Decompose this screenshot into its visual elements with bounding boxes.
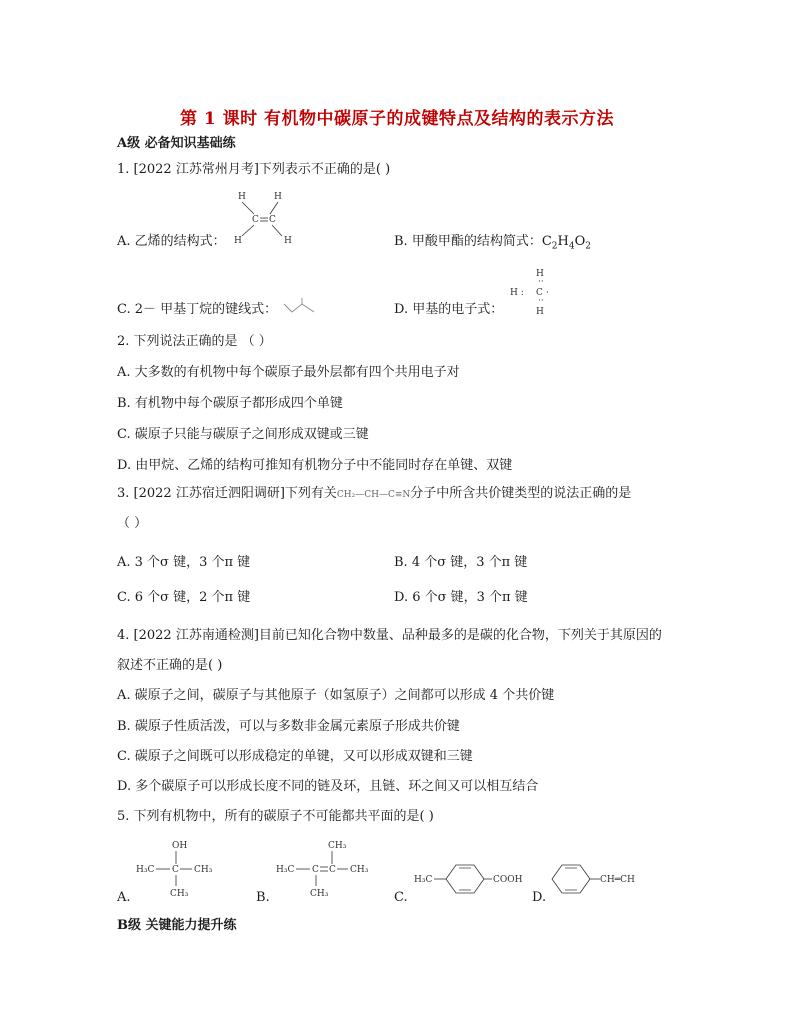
molecule-b bbox=[274, 836, 374, 900]
q4-option-a: A. 碳原子之间，碳原子与其他原子（如氢原子）之间都可以形成 4 个共价键 bbox=[117, 688, 555, 703]
svg-text:··: ·· bbox=[538, 296, 544, 306]
mol-a-left: H₃C bbox=[136, 865, 155, 875]
mol-b-right: CH₃ bbox=[350, 865, 369, 875]
ethylene-h: H bbox=[238, 192, 246, 202]
q3-option-c: C. 6 个σ 键，2 个π 键 bbox=[117, 590, 251, 605]
q3-option-a: A. 3 个σ 键，3 个π 键 bbox=[117, 555, 251, 570]
ethylene-h: H bbox=[234, 236, 242, 246]
mol-a-center: C bbox=[172, 865, 179, 875]
svg-text:··: ·· bbox=[538, 277, 544, 287]
methyl-electron-formula bbox=[508, 266, 558, 318]
methyl-dot: · bbox=[546, 288, 549, 298]
methyl-h: H bbox=[536, 307, 544, 317]
q3-option-b: B. 4 个σ 键，3 个π 键 bbox=[394, 555, 528, 570]
methyl-h: H bbox=[536, 269, 544, 279]
page-title: 第 1 课时 有机物中碳原子的成键特点及结构的表示方法 bbox=[179, 109, 615, 129]
q4-stem-line2: 叙述不正确的是( ) bbox=[117, 658, 223, 673]
q5-option-b: B. bbox=[256, 890, 270, 905]
methyl-h-left: H : bbox=[510, 288, 524, 298]
section-a-heading: A级 必备知识基础练 bbox=[117, 136, 236, 151]
section-b-heading: B级 关键能力提升练 bbox=[117, 918, 237, 933]
q4-option-c: C. 碳原子之间既可以形成稳定的单键，又可以形成双键和三键 bbox=[117, 749, 473, 764]
q5-stem: 5. 下列有机物中，所有的碳原子不可能都共平面的是( ) bbox=[117, 809, 434, 824]
q4-option-d: D. 多个碳原子可以形成长度不同的链及环，且链、环之间又可以相互结合 bbox=[117, 779, 539, 794]
ethylene-c: C bbox=[269, 215, 276, 225]
q4-option-b: B. 碳原子性质活泼，可以与多数非金属元素原子形成共价键 bbox=[117, 719, 460, 734]
q5-option-d: D. bbox=[532, 890, 547, 905]
mol-b-bottom: CH₃ bbox=[310, 889, 329, 899]
mol-c-right: COOH bbox=[493, 875, 523, 885]
molecule-c bbox=[408, 858, 528, 904]
mol-b-c2: C bbox=[329, 865, 336, 875]
ethylene-h: H bbox=[274, 192, 282, 202]
mol-d-right: CH═CH bbox=[600, 875, 635, 885]
molecule-d bbox=[548, 858, 638, 904]
ethylene-h: H bbox=[284, 236, 292, 246]
q2-option-a: A. 大多数的有机物中每个碳原子最外层都有四个共用电子对 bbox=[117, 365, 460, 380]
acrylonitrile-formula: CH₂—CH—C≡N bbox=[336, 490, 411, 500]
q1-option-a: A. 乙烯的结构式： bbox=[117, 234, 226, 249]
q2-stem: 2. 下列说法正确的是 （ ） bbox=[117, 334, 272, 349]
q3-paren: （ ） bbox=[117, 516, 148, 531]
methyl-c: C bbox=[536, 288, 543, 298]
mol-a-right: CH₃ bbox=[194, 865, 213, 875]
q1-option-d: D. 甲基的电子式： bbox=[394, 302, 504, 317]
q5-option-c: C. bbox=[394, 890, 408, 905]
q1-option-b: B. 甲酸甲酯的结构简式：$C_2H_4O_2$ bbox=[394, 234, 591, 252]
q2-option-d: D. 由甲烷、乙烯的结构可推知有机物分子中不能同时存在单键、双键 bbox=[117, 458, 513, 473]
q2-option-b: B. 有机物中每个碳原子都形成四个单键 bbox=[117, 396, 343, 411]
ethylene-structure bbox=[228, 190, 308, 246]
mol-b-c1: C bbox=[312, 865, 319, 875]
q3-option-d: D. 6 个σ 键，3 个π 键 bbox=[394, 590, 528, 605]
mol-a-oh: OH bbox=[172, 841, 188, 851]
q5-option-a: A. bbox=[117, 890, 131, 905]
mol-b-top: CH₃ bbox=[328, 841, 347, 851]
molecule-a bbox=[134, 836, 218, 900]
q2-option-c: C. 碳原子只能与碳原子之间形成双键或三键 bbox=[117, 427, 369, 442]
methylbutane-skeletal bbox=[282, 298, 318, 318]
q1-stem: 1. [2022 江苏常州月考]下列表示不正确的是( ) bbox=[117, 162, 391, 177]
mol-a-bottom: CH₃ bbox=[170, 889, 189, 899]
mol-b-left: H₃C bbox=[276, 865, 295, 875]
q3-stem: 3. [2022 江苏宿迁泗阳调研]下列有关CH₂—CH—C≡N分子中所含共价键类型的说法正确的是 bbox=[117, 486, 632, 501]
q4-stem-line1: 4. [2022 江苏南通检测]目前已知化合物中数量、品种最多的是碳的化合物，下列关于其原因的 bbox=[117, 628, 662, 643]
q1-option-c: C. 2－ 甲基丁烷的键线式： bbox=[117, 302, 278, 317]
ethylene-c: C bbox=[252, 215, 259, 225]
mol-c-left: H₃C bbox=[414, 875, 433, 885]
